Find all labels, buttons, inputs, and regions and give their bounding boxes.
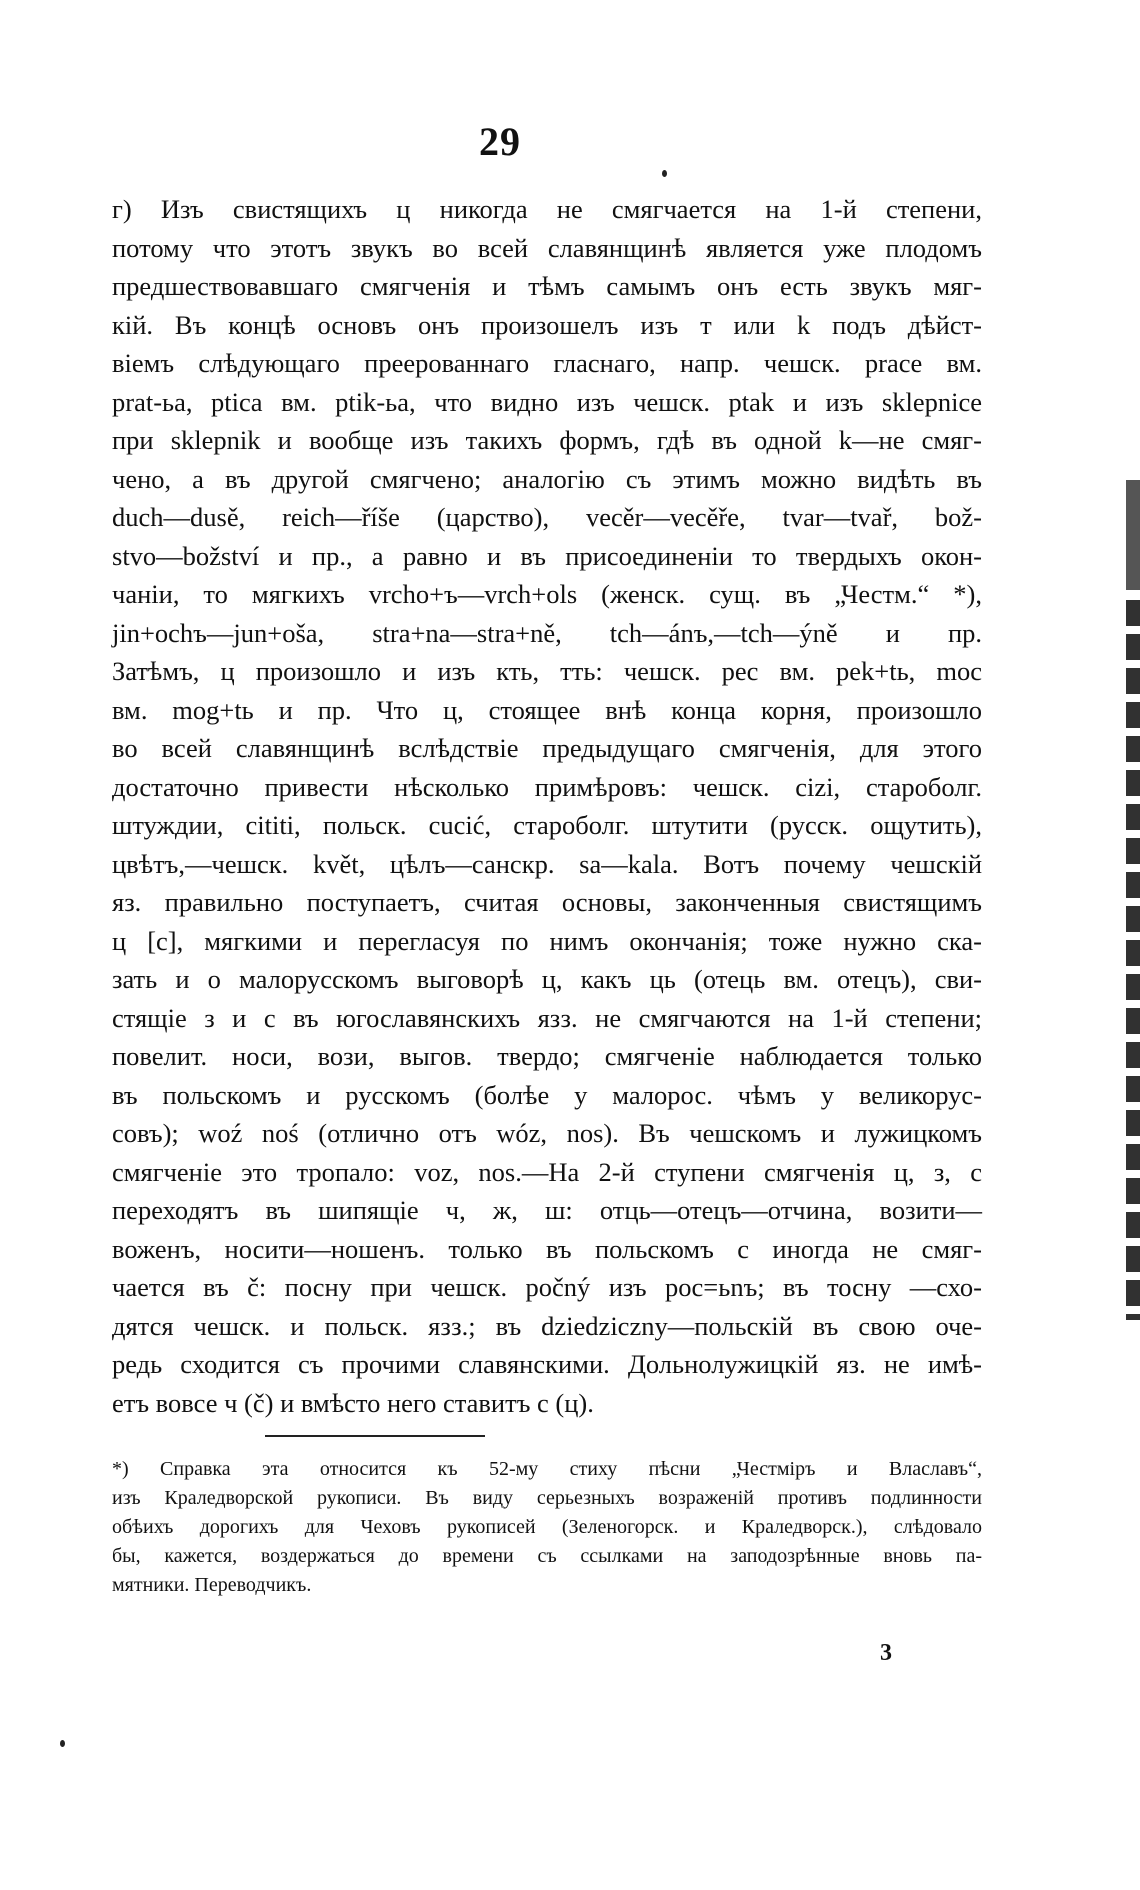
binding-edge-text-bleed: [1126, 600, 1140, 1320]
text-line: штуждии, cititi, польск. cucić, староболг. штутити (русск. ощутить),: [112, 810, 982, 840]
text-line: віемъ слѣдующаго преерованнаго гласнаго, напр. чешск. prace вм.: [112, 348, 982, 378]
text-line: въ польскомъ и русскомъ (болѣе у малорос. чѣмъ у великорус-: [112, 1079, 982, 1110]
text-line: prat-ьa, ptica вм. ptik-ьa, что видно изъ чешск. ptak и изъ sklepnice: [112, 386, 982, 417]
text-line: достаточно привести нѣсколько примѣровъ: чешск. cizi, староболг.: [112, 771, 982, 802]
text-line: воженъ, носити—ношенъ. только въ польскомъ с иногда не смяг-: [112, 1233, 982, 1264]
text-line: вм. mog+tь и пр. Что ц, стоящее внѣ конца корня, произошло: [112, 694, 982, 725]
ink-speck: [662, 170, 667, 177]
text-line: дятся чешск. и польск. язз.; въ dziedziczny—польскій въ свою оче-: [112, 1310, 982, 1341]
footnote-separator: [265, 1435, 485, 1437]
text-line: чено, а въ другой смягчено; аналогію съ этимъ можно видѣть въ: [112, 463, 982, 494]
page-number: 29: [479, 119, 521, 164]
binding-edge-shadow: [1126, 480, 1140, 590]
text-line: при sklepnik и вообще изъ такихъ формъ, гдѣ въ одной k—не смяг-: [112, 425, 982, 455]
ink-speck: [60, 1740, 65, 1747]
text-line: во всей славянщинѣ вслѣдствіе предыдущаго смягченія, для этого: [112, 733, 982, 763]
text-line: совъ); woź noś (отлично отъ wóz, nos). Въ чешскомъ и лужицкомъ: [112, 1118, 982, 1148]
text-line: смягченіе это тропало: voz, nos.—На 2-й ступени смягченія ц, з, с: [112, 1156, 982, 1187]
text-line: duch—dusě, reich—říše (царство), vecěr—vecěře, tvar—tvař, bož-: [112, 502, 982, 532]
text-line: яз. правильно поступаетъ, считая основы, законченныя свистящимъ: [112, 887, 982, 917]
footnote-line: изъ Краледворской рукописи. Въ виду серьезныхъ возраженій противъ подлинности: [112, 1487, 982, 1509]
text-line: кій. Въ концѣ основъ онъ произошелъ изъ т или k подъ дѣйст-: [112, 309, 982, 340]
body-text: [112, 190, 982, 1422]
footnote: [112, 1455, 982, 1600]
footnote-line: *) Справка эта относится къ 52-му стиху пѣсни „Честміръ и Влаславъ“,: [112, 1458, 982, 1480]
text-line: предшествовавшаго смягченія и тѣмъ самымъ онъ есть звукъ мяг-: [112, 271, 982, 301]
text-line: ц [c], мягкими и перегласуя по нимъ окончанія; тоже нужно ска-: [112, 925, 982, 956]
text-line: Затѣмъ, ц произошло и изъ кть, тть: чешск. pec вм. pek+tь, moc: [112, 656, 982, 686]
footnote-line: бы, кажется, воздержаться до времени съ ссылками на заподозрѣнные вновь па-: [112, 1545, 982, 1567]
text-line: потому что этотъ звукъ во всей славянщинѣ является уже плодомъ: [112, 232, 982, 263]
text-line: переходятъ въ шипящіе ч, ж, ш: отць—отецъ—отчина, возити—: [112, 1195, 982, 1225]
text-line: г) Изъ свистящихъ ц никогда не смягчается на 1-й степени,: [112, 194, 982, 224]
text-line: зать и о малорусскомъ выговорѣ ц, какъ ць (отець вм. отецъ), сви-: [112, 964, 982, 994]
signature-mark: 3: [880, 1640, 892, 1666]
text-line: чается въ č: посну при чешск. počný изъ poc=ьnъ; въ тосну —схо-: [112, 1272, 982, 1302]
text-line: редь сходится съ прочими славянскими. Дольнолужицкій яз. не имѣ-: [112, 1349, 982, 1379]
footnote-line: обѣихъ дорогихъ для Чеховъ рукописей (Зеленогорск. и Краледворск.), слѣдовало: [112, 1516, 982, 1538]
footnote-line: мятники. Переводчикъ.: [112, 1574, 312, 1596]
text-line: stvo—božství и пр., а равно и въ присоединеніи то твердыхъ окон-: [112, 540, 982, 571]
text-line: повелит. носи, вози, выгов. твердо; смягченіе наблюдается только: [112, 1041, 982, 1071]
text-line: етъ вовсе ч (č) и вмѣсто него ставитъ с (ц).: [112, 1387, 594, 1418]
text-line: цвѣтъ,—чешск. květ, цѣлъ—санскр. sa—kala. Вотъ почему чешскій: [112, 848, 982, 879]
text-line: стящіе з и с въ югославянскихъ язз. не смягчаются на 1-й степени;: [112, 1002, 982, 1033]
text-line: jin+ochъ—jun+oša, stra+na—stra+ně, tch—ánъ,—tch—ýně и пр.: [112, 617, 982, 648]
text-line: чаніи, то мягкихъ vrcho+ъ—vrch+ols (женск. сущ. въ „Честм.“ *),: [112, 579, 982, 609]
